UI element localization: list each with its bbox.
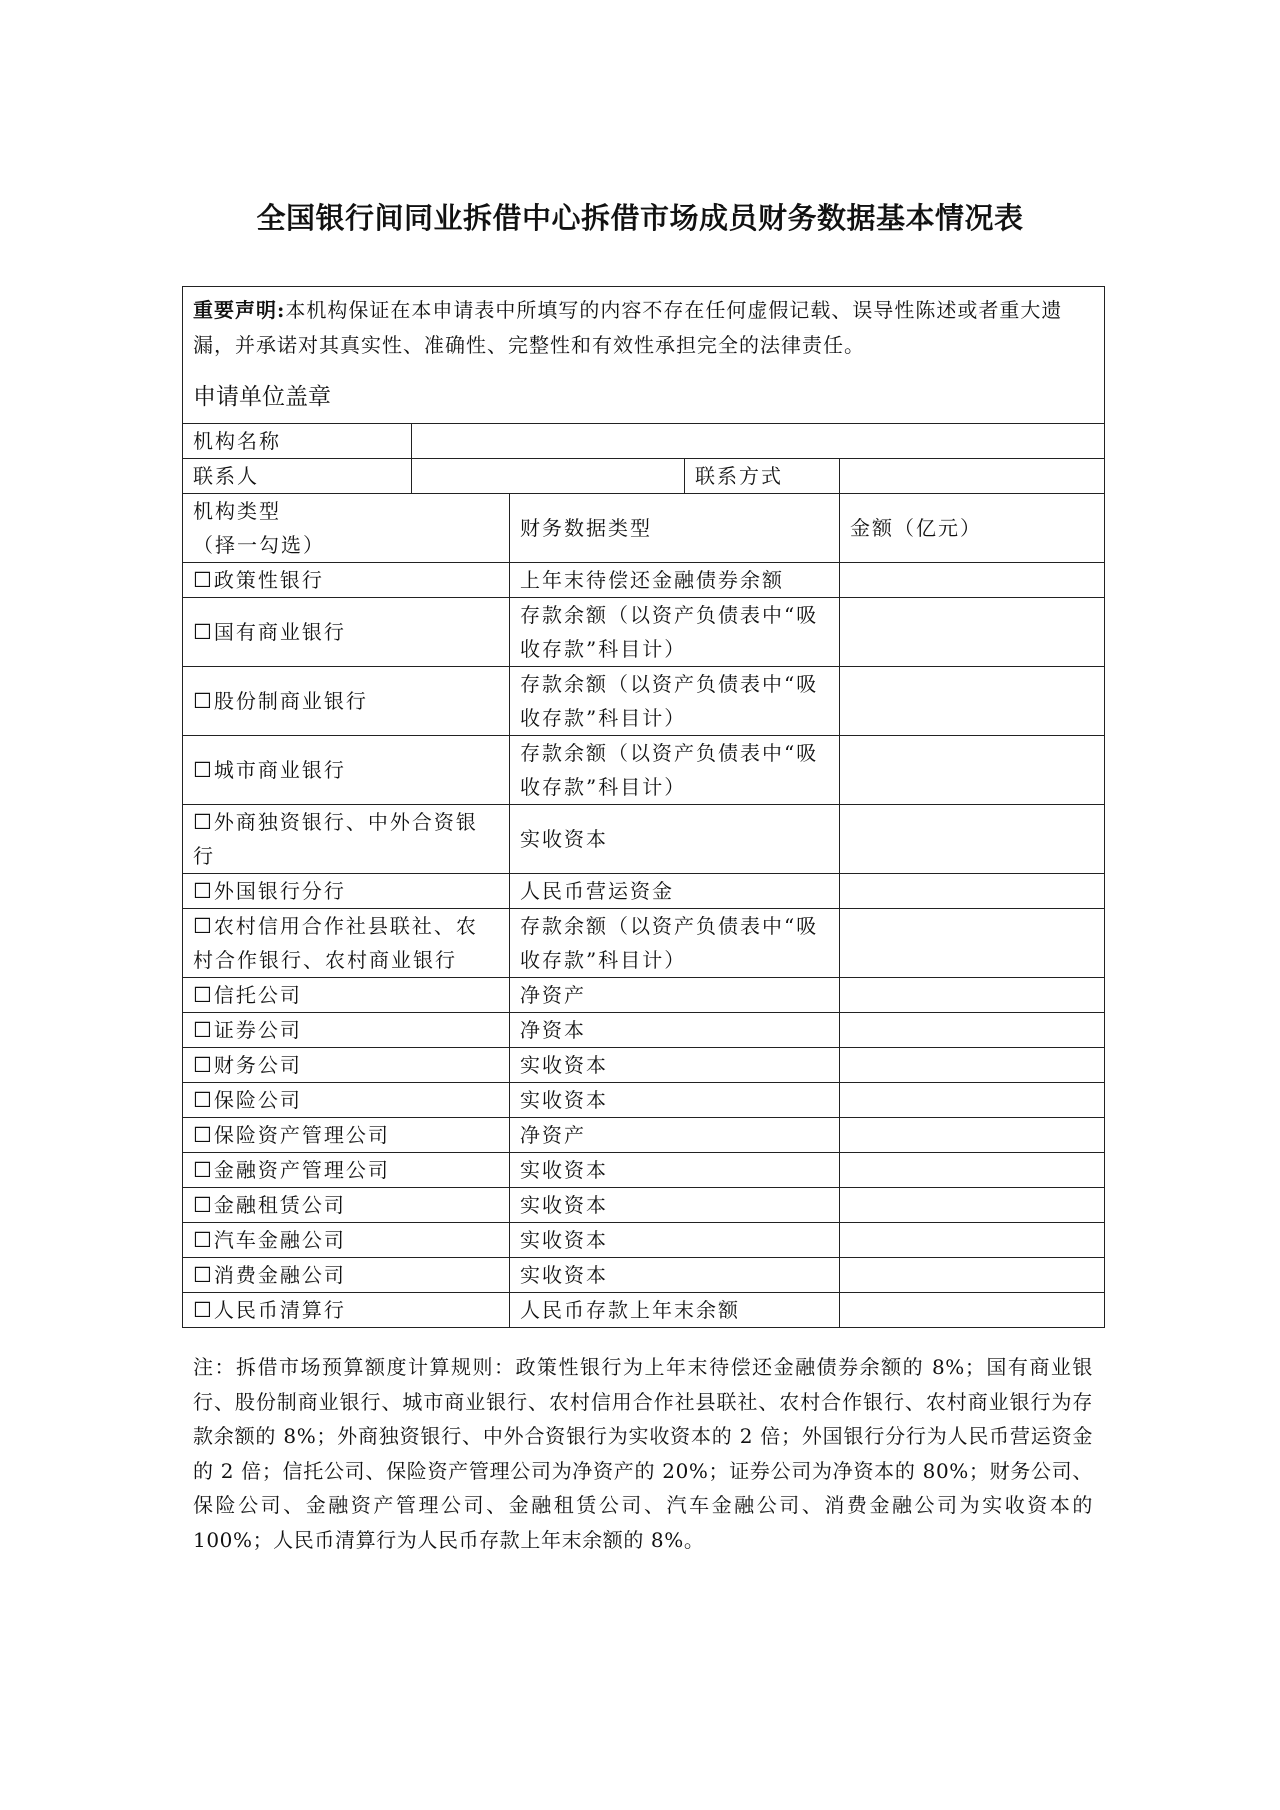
org-type-checkbox[interactable]: ☐ xyxy=(193,1263,212,1287)
org-type-checkbox[interactable]: ☐ xyxy=(193,620,212,644)
org-type-checkbox[interactable]: ☐ xyxy=(193,568,212,592)
org-type-label: 保险资产管理公司 xyxy=(213,1123,390,1147)
org-type-label: 金融租赁公司 xyxy=(213,1193,346,1217)
org-type-checkbox[interactable]: ☐ xyxy=(193,983,212,1007)
financial-data-type-cell: 存款余额（以资产负债表中“吸收存款”科目计） xyxy=(510,598,840,667)
amount-input-cell[interactable] xyxy=(840,874,1105,909)
org-type-cell xyxy=(183,598,510,667)
amount-input-cell[interactable] xyxy=(840,1013,1105,1048)
org-type-row xyxy=(183,1083,1105,1118)
org-type-label: 国有商业银行 xyxy=(213,620,346,644)
org-type-cell xyxy=(183,667,510,736)
financial-data-form-table xyxy=(182,286,1105,1328)
financial-data-type-cell: 实收资本 xyxy=(510,805,840,874)
org-type-row xyxy=(183,1293,1105,1328)
org-type-checkbox[interactable]: ☐ xyxy=(193,879,212,903)
amount-input-cell[interactable] xyxy=(840,909,1105,978)
org-type-label: 股份制商业银行 xyxy=(213,689,368,713)
amount-input-cell[interactable] xyxy=(840,736,1105,805)
data-type-header: 财务数据类型 xyxy=(510,494,840,563)
org-type-label: 金融资产管理公司 xyxy=(213,1158,390,1182)
org-type-cell xyxy=(183,1013,510,1048)
org-type-row xyxy=(183,1153,1105,1188)
org-type-checkbox[interactable]: ☐ xyxy=(193,1193,212,1217)
financial-data-type-cell: 净资产 xyxy=(510,1118,840,1153)
financial-data-type-cell: 净资产 xyxy=(510,978,840,1013)
page-title: 全国银行间同业拆借中心拆借市场成员财务数据基本情况表 xyxy=(256,201,1024,235)
org-type-row xyxy=(183,563,1105,598)
org-type-checkbox[interactable]: ☐ xyxy=(193,1088,212,1112)
org-type-row xyxy=(183,805,1105,874)
org-type-cell xyxy=(183,563,510,598)
org-type-checkbox[interactable]: ☐ xyxy=(193,914,212,938)
org-type-row xyxy=(183,909,1105,978)
org-type-checkbox[interactable]: ☐ xyxy=(193,1158,212,1182)
org-type-cell xyxy=(183,1258,510,1293)
org-type-label: 汽车金融公司 xyxy=(213,1228,346,1252)
amount-input-cell[interactable] xyxy=(840,1188,1105,1223)
org-type-row xyxy=(183,667,1105,736)
declaration-row xyxy=(183,287,1105,424)
org-type-cell xyxy=(183,805,510,874)
org-type-row xyxy=(183,1258,1105,1293)
amount-input-cell[interactable] xyxy=(840,667,1105,736)
org-type-row xyxy=(183,1188,1105,1223)
org-type-cell xyxy=(183,1153,510,1188)
org-type-cell xyxy=(183,874,510,909)
org-name-row xyxy=(183,424,1105,459)
org-type-label: 政策性银行 xyxy=(213,568,324,592)
contact-row xyxy=(183,459,1105,494)
org-type-cell xyxy=(183,1083,510,1118)
org-type-cell xyxy=(183,909,510,978)
org-type-label: 消费金融公司 xyxy=(213,1263,346,1287)
financial-data-type-cell: 实收资本 xyxy=(510,1048,840,1083)
org-type-checkbox[interactable]: ☐ xyxy=(193,1228,212,1252)
amount-input-cell[interactable] xyxy=(840,1153,1105,1188)
org-type-checkbox[interactable]: ☐ xyxy=(193,689,212,713)
amount-input-cell[interactable] xyxy=(840,1083,1105,1118)
amount-input-cell[interactable] xyxy=(840,1258,1105,1293)
org-type-checkbox[interactable]: ☐ xyxy=(193,1053,212,1077)
org-name-label: 机构名称 xyxy=(183,424,412,459)
financial-data-type-cell: 存款余额（以资产负债表中“吸收存款”科目计） xyxy=(510,909,840,978)
header-row xyxy=(183,494,1105,563)
org-name-input-cell[interactable] xyxy=(412,424,1105,459)
financial-data-type-cell: 实收资本 xyxy=(510,1153,840,1188)
financial-data-type-cell: 存款余额（以资产负债表中“吸收存款”科目计） xyxy=(510,667,840,736)
declaration-cell xyxy=(183,287,1105,424)
financial-data-type-cell: 实收资本 xyxy=(510,1223,840,1258)
calculation-note: 注：拆借市场预算额度计算规则：政策性银行为上年末待偿还金融债券余额的 8%；国有商业银行、股份制商业银行、城市商业银行、农村信用合作社县联社、农村合作银行、农村商业银行为存款余额的 8%；外商独资银行、中外合资银行为实收资本的 2 倍；外国银行分行为人民币营运资金的 2 倍；信托公司、保险资产管理公司为净资产的 20%；证券公司为净资本的 80%；财务公司、保险公司、金融资产管理公司、金融租赁公司、汽车金融公司、消费金融公司为实收资本的 100%；人民币清算行为人民币存款上年末余额的 8%。 xyxy=(193,1355,1093,1552)
financial-data-type-cell: 实收资本 xyxy=(510,1083,840,1118)
declaration-text-block xyxy=(193,293,1094,363)
org-type-row xyxy=(183,1048,1105,1083)
org-type-cell xyxy=(183,1223,510,1258)
org-type-header xyxy=(183,494,510,563)
financial-data-type-cell: 实收资本 xyxy=(510,1258,840,1293)
applicant-seal-label: 申请单位盖章 xyxy=(193,384,331,410)
org-type-label: 城市商业银行 xyxy=(213,758,346,782)
contact-method-input-cell[interactable] xyxy=(840,459,1105,494)
org-type-row xyxy=(183,1118,1105,1153)
org-type-cell xyxy=(183,1118,510,1153)
amount-input-cell[interactable] xyxy=(840,1223,1105,1258)
org-type-cell xyxy=(183,736,510,805)
org-type-label: 农村信用合作社县联社、农村合作银行、农村商业银行 xyxy=(193,914,478,972)
org-type-checkbox[interactable]: ☐ xyxy=(193,810,212,834)
declaration-label: 重要声明: xyxy=(193,298,286,322)
org-type-row xyxy=(183,978,1105,1013)
financial-data-type-cell: 净资本 xyxy=(510,1013,840,1048)
org-type-cell xyxy=(183,1293,510,1328)
contact-method-label: 联系方式 xyxy=(685,459,840,494)
org-type-label: 人民币清算行 xyxy=(213,1298,346,1322)
org-type-cell xyxy=(183,978,510,1013)
financial-data-type-cell: 人民币营运资金 xyxy=(510,874,840,909)
org-type-checkbox[interactable]: ☐ xyxy=(193,758,212,782)
amount-header: 金额（亿元） xyxy=(840,494,1105,563)
org-type-checkbox[interactable]: ☐ xyxy=(193,1123,212,1147)
financial-data-type-cell: 存款余额（以资产负债表中“吸收存款”科目计） xyxy=(510,736,840,805)
org-type-label: 财务公司 xyxy=(213,1053,302,1077)
amount-input-cell[interactable] xyxy=(840,1293,1105,1328)
financial-data-type-cell: 实收资本 xyxy=(510,1188,840,1223)
amount-input-cell[interactable] xyxy=(840,598,1105,667)
amount-input-cell[interactable] xyxy=(840,563,1105,598)
org-type-header-line1: 机构类型 xyxy=(193,499,281,523)
org-type-label: 外商独资银行、中外合资银行 xyxy=(193,810,478,868)
financial-data-type-cell: 上年末待偿还金融债券余额 xyxy=(510,563,840,598)
amount-input-cell[interactable] xyxy=(840,1048,1105,1083)
org-type-cell xyxy=(183,1048,510,1083)
contact-person-input-cell[interactable] xyxy=(412,459,685,494)
contact-person-label: 联系人 xyxy=(183,459,412,494)
amount-input-cell[interactable] xyxy=(840,978,1105,1013)
org-type-checkbox[interactable]: ☐ xyxy=(193,1298,212,1322)
org-type-label: 保险公司 xyxy=(213,1088,302,1112)
org-type-header-line2: （择一勾选） xyxy=(193,533,325,557)
org-type-row xyxy=(183,1013,1105,1048)
amount-input-cell[interactable] xyxy=(840,1118,1105,1153)
declaration-text: 本机构保证在本申请表中所填写的内容不存在任何虚假记载、误导性陈述或者重大遗漏，并承诺对其真实性、准确性、完整性和有效性承担完全的法律责任。 xyxy=(193,298,1063,357)
org-type-row xyxy=(183,1223,1105,1258)
org-type-checkbox[interactable]: ☐ xyxy=(193,1018,212,1042)
org-type-label: 外国银行分行 xyxy=(213,879,346,903)
org-type-label: 证券公司 xyxy=(213,1018,302,1042)
org-type-row xyxy=(183,598,1105,667)
amount-input-cell[interactable] xyxy=(840,805,1105,874)
org-type-cell xyxy=(183,1188,510,1223)
org-type-label: 信托公司 xyxy=(213,983,302,1007)
financial-data-type-cell: 人民币存款上年末余额 xyxy=(510,1293,840,1328)
org-type-row xyxy=(183,736,1105,805)
org-type-row xyxy=(183,874,1105,909)
